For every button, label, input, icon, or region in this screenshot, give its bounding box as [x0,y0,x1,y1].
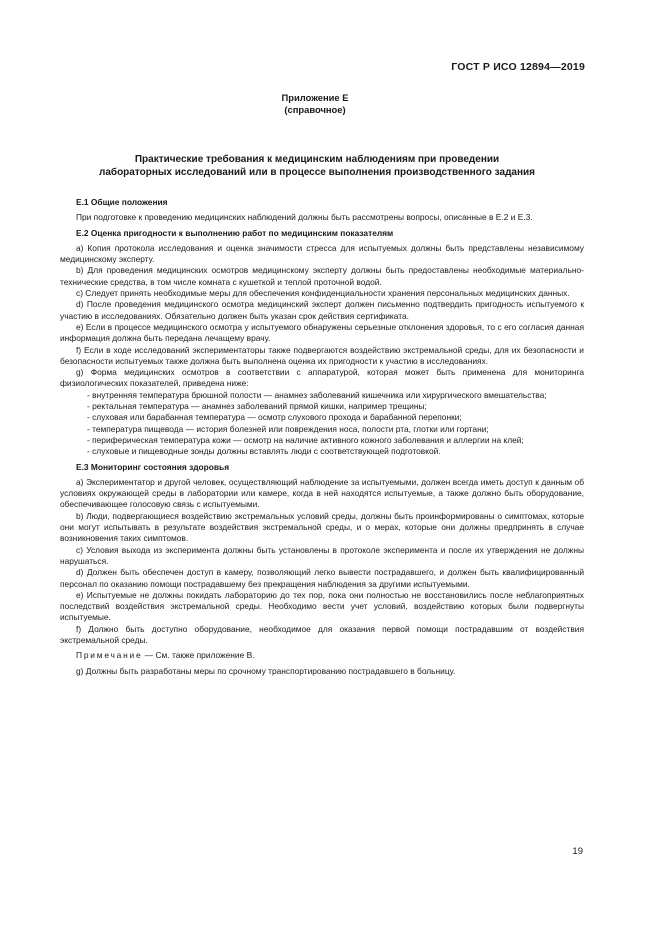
e3-item-a: а) Экспериментатор и другой человек, осуществляющий наблюдение за испытуемыми, должен всегда иметь доступ к данным об условиях окружающей среды в лаборатории или камере, когда в ней находятся испытуемые, а также должно быть оборудование, обеспечивающее голосовую связь с испытуемыми. [60,476,584,510]
e3-item-d: d) Должен быть обеспечен доступ в камеру, позволяющий легко вывести пострадавшего, и должен быть квалифицированный персонал по оказанию помощи пострадавшему без прекращения наблюдения за другими испытуемыми. [60,567,584,589]
e2-item-e: е) Если в процессе медицинского осмотра у испытуемого обнаружены серьезные отклонения здоровья, то с его согласия данная информация должна быть передана лечащему врачу. [60,321,584,344]
page-number: 19 [572,846,583,857]
e2-item-b: b) Для проведения медицинских осмотров медицинскому эксперту должны быть предоставлены необходимые материально-технические средства, в том числе комната с кушеткой и теплой проточной водой. [60,265,584,287]
e2-bullet-2: - ректальная температура — анамнез заболеваний прямой кишки, например трещины; [87,401,427,412]
e2-item-c: с) Следует принять необходимые меры для обеспечения конфиденциальности хранения персональных медицинских данных. [76,288,570,299]
section-e1-text: При подготовке к проведению медицинских наблюдений должны быть рассмотрены вопросы, описанные в Е.2 и Е.3. [76,212,533,223]
annex-kind: (справочное) [284,104,346,115]
note-label: Примечание [76,650,143,661]
e2-bullet-3: - слуховая или барабанная температура — осмотр слухового прохода и барабанной перепонки; [87,412,462,423]
title-line-2: лабораторных исследований или в процессе выполнения производственного задания [98,167,536,178]
section-e2-heading: Е.2 Оценка пригодности к выполнению работ по медицинским показателям [76,227,394,238]
e2-bullet-5: - периферическая температура кожи — осмотр на наличие активного кожного заболевания и аллергии на клей; [87,434,524,445]
standard-code: ГОСТ Р ИСО 12894—2019 [451,61,585,73]
e2-item-g: g) Форма медицинских осмотров в соответствии с аппаратурой, которая может быть применена для мониторинга физиологических показателей, приведена ниже: [60,367,584,389]
section-e1-heading: Е.1 Общие положения [76,197,168,207]
annex-heading [0,92,630,116]
section-e3-heading: Е.3 Мониторинг состояния здоровья [76,461,230,472]
annex-title: Приложение Е [281,92,349,103]
e3-item-f: f) Должно быть доступно оборудование, необходимое для оказания первой помощи пострадавшим от воздействия экстремальной среды. [60,623,584,645]
e2-bullet-4: - температура пищевода — история болезней или повреждения носа, полости рта, глотки или гортани; [87,423,489,434]
note-text: — См. также приложение В. [142,650,255,661]
e3-item-e: е) Испытуемые не должны покидать лабораторию до тех пор, пока они полностью не восстановились после неблагоприятных последствий воздействия экстремальной среды. Необходимо вести учет условий, воздействию которых были подвергнуты испытуемые. [60,589,584,623]
e3-note [60,650,584,661]
e2-bullet-1: - внутренняя температура брюшной полости — анамнез заболеваний кишечника или хирургического вмешательства; [87,389,547,400]
e2-item-f: f) Если в ходе исследований экспериментаторы также подвергаются воздействию экстремальной среды, для их безопасности и безопасности испытуемых также должна быть выполнена оценка их пригодности к участию в исследованиях. [60,344,584,366]
e2-item-d: d) После проведения медицинского осмотра медицинский эксперт должен письменно подтвердить пригодность испытуемого к участию в исследованиях. Обязательно должен быть указан срок действия сертификата. [60,299,584,321]
title-line-1: Практические требования к медицинским наблюдениям при проведении [134,154,500,165]
e3-item-b: b) Люди, подвергающиеся воздействию экстремальных условий среды, должны быть проинформированы о симптомах, которые они могут испытывать в результате воздействия экстремальной среды, и о мерах, которые они должны предпринять в случае возникновения таких симптомов. [60,510,584,544]
document-title [50,153,584,179]
e2-bullet-6: - слуховые и пищеводные зонды должны вставлять люди с соответствующей подготовкой. [87,446,441,457]
e3-item-g: g) Должны быть разработаны меры по срочному транспортированию пострадавшего в больницу. [76,665,456,676]
e3-item-c: с) Условия выхода из эксперимента должны быть установлены в протоколе эксперимента и после их утверждения не должны нарушаться. [60,544,584,566]
e2-item-a: а) Копия протокола исследования и оценка значимости стресса для испытуемых должны быть представлены независимому медицинскому эксперту. [60,242,584,265]
document-body [60,197,584,677]
